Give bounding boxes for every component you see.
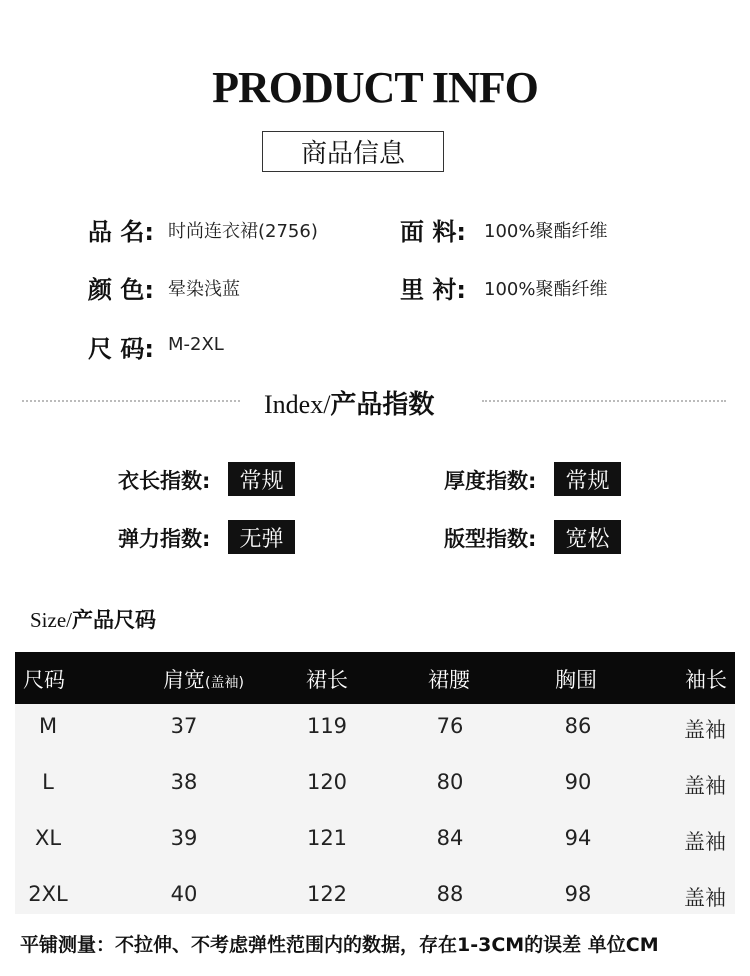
color-label: 颜 色: [88,276,154,304]
color-value: 晕染浅蓝 [168,279,240,300]
header-shoulder-label: 肩宽 [163,668,205,692]
index-title-en: Index/ [264,390,331,419]
lining-label: 里 衬: [400,276,466,304]
thickness-index-label: 厚度指数: [444,469,537,493]
cell-length: 121 [306,826,348,850]
size-label: 尺 码: [88,335,154,363]
cell-size: 2XL [28,882,68,906]
name-label: 品 名: [88,218,154,246]
name-value: 时尚连衣裙(2756) [168,221,318,242]
divider-right [482,400,726,402]
cell-length: 119 [306,714,348,738]
header-shoulder-note: (盖袖) [205,675,244,691]
fabric-label: 面 料: [400,218,466,246]
cell-size: M [38,714,58,738]
length-index-value: 常规 [239,468,284,494]
length-index-badge [228,462,295,496]
cell-shoulder: 39 [170,826,198,850]
size-table-body [15,704,735,914]
cell-shoulder: 40 [170,882,198,906]
cell-sleeve: 盖袖 [684,718,726,742]
size-title-en: Size/ [30,608,72,632]
elasticity-index-label: 弹力指数: [118,527,211,551]
size-table-header [15,652,735,704]
cell-waist: 80 [436,770,464,794]
page-subtitle-box [262,131,444,172]
size-section-title [30,604,156,634]
length-index-label: 衣长指数: [118,469,211,493]
fit-index-value: 宽松 [565,526,610,552]
header-shoulder [163,664,244,694]
lining-value: 100%聚酯纤维 [484,279,608,300]
header-size: 尺码 [23,668,65,692]
size-value: M-2XL [168,334,224,355]
cell-waist: 88 [436,882,464,906]
elasticity-index-value: 无弹 [239,526,284,552]
cell-shoulder: 38 [170,770,198,794]
index-section-title [264,384,434,421]
cell-length: 120 [306,770,348,794]
elasticity-index-badge [228,520,295,554]
cell-bust: 98 [564,882,592,906]
cell-bust: 86 [564,714,592,738]
cell-size: L [42,770,54,794]
measurement-footnote: 平铺测量：不拉伸、不考虑弹性范围内的数据，存在1-3CM的误差 单位CM [20,934,659,956]
size-title-cn: 产品尺码 [72,608,156,632]
page-title: PRODUCT INFO [212,63,538,112]
cell-shoulder: 37 [170,714,198,738]
cell-sleeve: 盖袖 [684,830,726,854]
index-title-cn: 产品指数 [330,390,435,420]
thickness-index-value: 常规 [565,468,610,494]
cell-waist: 76 [436,714,464,738]
cell-sleeve: 盖袖 [684,886,726,910]
cell-bust: 90 [564,770,592,794]
header-sleeve: 袖长 [685,668,727,692]
fit-index-label: 版型指数: [444,527,537,551]
cell-length: 122 [306,882,348,906]
header-waist: 裙腰 [428,668,470,692]
cell-waist: 84 [436,826,464,850]
fabric-value: 100%聚酯纤维 [484,221,608,242]
divider-left [22,400,240,402]
header-bust: 胸围 [555,668,597,692]
page-subtitle: 商品信息 [300,139,405,169]
fit-index-badge [554,520,621,554]
thickness-index-badge [554,462,621,496]
header-skirt-length: 裙长 [306,668,348,692]
cell-size: XL [34,826,62,850]
cell-bust: 94 [564,826,592,850]
cell-sleeve: 盖袖 [684,774,726,798]
